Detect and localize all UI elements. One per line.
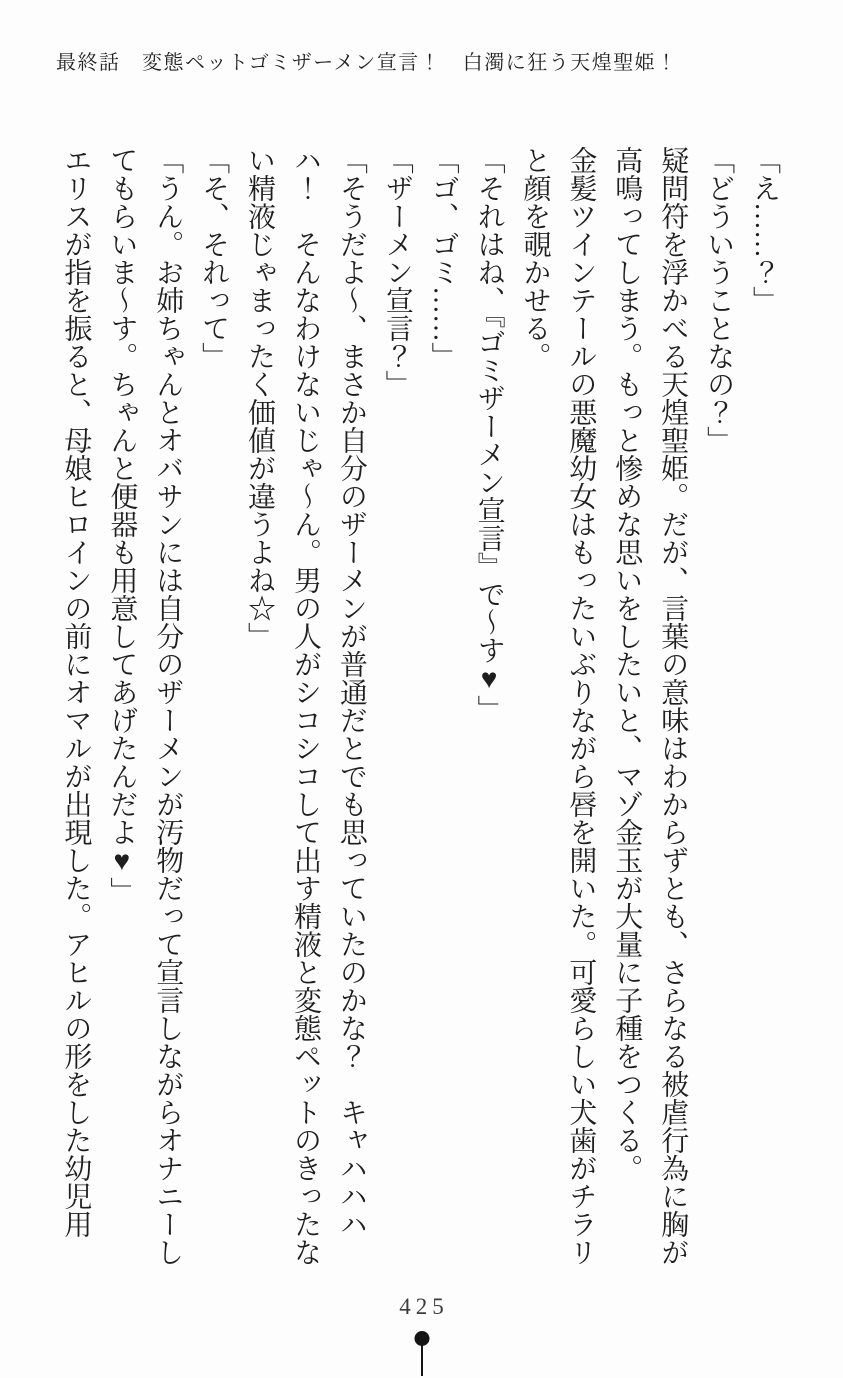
paragraph-dialogue: 「そうだよ～、まさか自分のザーメンが普通だとでも思っていたのかな？ キャハハハハ！ そんなわけないじゃ～ん。男の人がシコシコして出す精液と変態ペットのきったない精液じゃまったく価値が違うよね☆」 bbox=[244, 146, 367, 1266]
page-number: 425 bbox=[399, 1294, 449, 1319]
chapter-header: 最終話 変態ペットゴミザーメン宣言！ 白濁に狂う天煌聖姫！ bbox=[56, 52, 678, 74]
paragraph-dialogue: 「そ、それって」 bbox=[198, 146, 230, 370]
paragraph-dialogue: 「ゴ、ゴミ……」 bbox=[427, 146, 459, 370]
page-body bbox=[45, 146, 787, 1270]
paragraph-dialogue: 「それはね、『ゴミザーメン宣言』で～す♥」 bbox=[473, 146, 505, 723]
paragraph-narration: 金髪ツインテールの悪魔幼女はもったいぶりながら唇を開いた。可愛らしい犬歯がチラリと顔を覗かせる。 bbox=[519, 146, 597, 1266]
paragraph-dialogue: 「うん。お姉ちゃんとオバサンには自分のザーメンが汚物だって宣言しながらオナニーしてもらいま～す。ちゃんと便器も用意してあげたんだよ♥」 bbox=[106, 146, 184, 1266]
paragraph-dialogue: 「ザーメン宣言？」 bbox=[381, 146, 413, 398]
paragraph-narration: 疑問符を浮かべる天煌聖姫。だが、言葉の意味はわからずとも、さらなる被虐行為に胸が高鳴ってしまう。もっと惨めな思いをしたいと、マゾ金玉が大量に子種をつくる。 bbox=[611, 146, 689, 1266]
paragraph-narration: エリスが指を振ると、母娘ヒロインの前にオマルが出現した。アヒルの形をした幼児用 bbox=[60, 146, 92, 1238]
binding-ornament-stem bbox=[421, 1344, 423, 1376]
paragraph-dialogue: 「え……？」 bbox=[749, 146, 780, 314]
paragraph-dialogue: 「どういうことなの？」 bbox=[703, 146, 735, 454]
